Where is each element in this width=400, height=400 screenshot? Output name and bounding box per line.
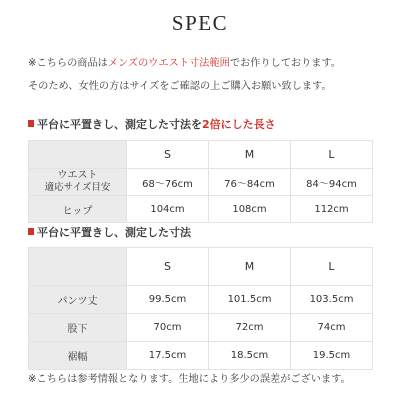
table-header-row bbox=[29, 141, 373, 169]
section-title-doubled-prefix: 平台に平置きし、測定した寸法を bbox=[37, 118, 202, 131]
hip-value-l: 112cm bbox=[291, 196, 373, 223]
notice-line-1 bbox=[28, 57, 390, 71]
table-row-waist bbox=[29, 169, 373, 196]
hem-width-value-m: 18.5cm bbox=[209, 342, 291, 370]
footer-note: ※こちらは参考情報となります。生地により多少の誤差がございます。 bbox=[28, 374, 351, 385]
row-label-pants-length: パンツ丈 bbox=[29, 286, 127, 314]
table-row-inseam bbox=[29, 314, 373, 342]
size-header-l: L bbox=[291, 248, 373, 286]
table-row-hem-width bbox=[29, 342, 373, 370]
header-corner-cell bbox=[29, 248, 127, 286]
row-label-hip: ヒップ bbox=[29, 196, 127, 223]
notice-line-2: そのため、女性の方はサイズをご確認の上ご購入お願い致します。 bbox=[28, 81, 332, 92]
inseam-value-m: 72cm bbox=[209, 314, 291, 342]
hip-value-m: 108cm bbox=[209, 196, 291, 223]
notice-prefix: ※こちらの商品は bbox=[28, 58, 108, 69]
waist-sublabel: 適応サイズ目安 bbox=[44, 182, 111, 193]
hem-width-value-l: 19.5cm bbox=[291, 342, 373, 370]
size-header-s: S bbox=[127, 141, 209, 169]
waist-value-l: 84〜94cm bbox=[291, 169, 373, 196]
notice-highlight: メンズのウエスト寸法範囲 bbox=[107, 58, 230, 69]
section-title-flat bbox=[28, 226, 388, 240]
table-header-row bbox=[29, 248, 373, 286]
size-header-m: M bbox=[209, 248, 291, 286]
notice-suffix: でお作りしております。 bbox=[229, 58, 342, 69]
table-row-pants-length bbox=[29, 286, 373, 314]
waist-value-s: 68〜76cm bbox=[127, 169, 209, 196]
row-label-waist bbox=[29, 169, 127, 196]
waist-value-m: 76〜84cm bbox=[209, 169, 291, 196]
row-label-inseam: 股下 bbox=[29, 314, 127, 342]
page-title: SPEC bbox=[171, 11, 229, 35]
red-square-icon bbox=[28, 120, 34, 127]
size-header-s: S bbox=[127, 248, 209, 286]
hem-width-value-s: 17.5cm bbox=[127, 342, 209, 370]
inseam-value-l: 74cm bbox=[291, 314, 373, 342]
pants-length-value-s: 99.5cm bbox=[127, 286, 209, 314]
size-table-doubled bbox=[28, 140, 373, 223]
red-square-icon bbox=[28, 228, 34, 235]
row-label-hem-width: 裾幅 bbox=[29, 342, 127, 370]
pants-length-value-m: 101.5cm bbox=[209, 286, 291, 314]
size-header-m: M bbox=[209, 141, 291, 169]
waist-label: ウエスト bbox=[57, 170, 98, 181]
section-title-flat-text: 平台に平置きし、測定した寸法 bbox=[37, 226, 191, 239]
section-title-doubled bbox=[28, 118, 388, 132]
pants-length-value-l: 103.5cm bbox=[291, 286, 373, 314]
table-row-hip bbox=[29, 196, 373, 223]
header-corner-cell bbox=[29, 141, 127, 169]
section-title-doubled-highlight: 2倍にした長さ bbox=[202, 118, 276, 131]
hip-value-s: 104cm bbox=[127, 196, 209, 223]
inseam-value-s: 70cm bbox=[127, 314, 209, 342]
size-header-l: L bbox=[291, 141, 373, 169]
size-table-flat bbox=[28, 247, 373, 370]
